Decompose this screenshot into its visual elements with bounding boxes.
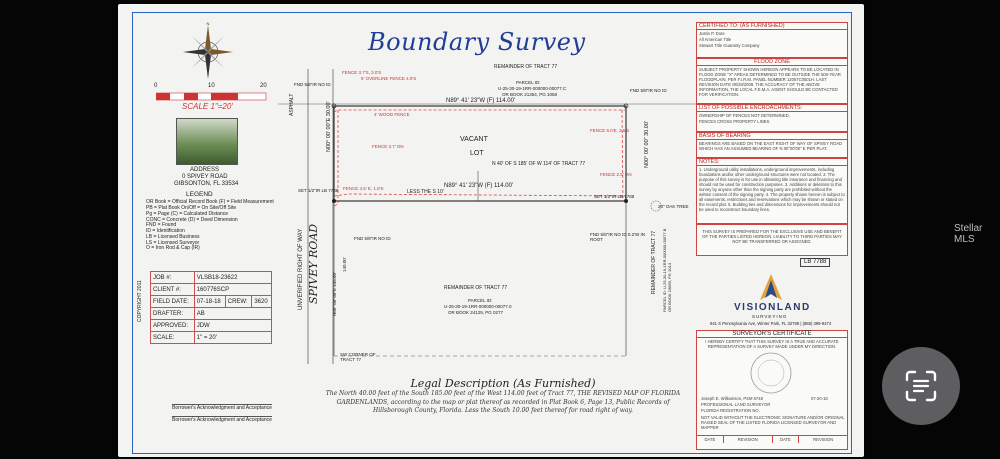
text-scan-button[interactable] xyxy=(882,347,960,425)
field-date-label: FIELD DATE: xyxy=(151,296,195,308)
approved-label: APPROVED: xyxy=(151,320,195,332)
parcel-top-id: U-25-30-19-1RR-000000-00077.C xyxy=(498,86,567,91)
legend-item: OR Book = Official Record Book (F) = Field Measurement xyxy=(146,199,274,206)
scale-label-cell: SCALE: xyxy=(151,332,195,344)
legend-heading: LEGEND xyxy=(186,191,213,198)
vacant-label: VACANT xyxy=(460,136,488,143)
rev-date-header: DATE xyxy=(697,436,724,443)
client-label: CLIENT #: xyxy=(151,284,195,296)
parcel-bottom-book: OR BOOK 24129, PG 0277 xyxy=(448,310,504,315)
rev-header: REVISION xyxy=(724,436,773,443)
less-label: LESS THE S 10' xyxy=(407,189,444,195)
job-info-table xyxy=(150,271,272,344)
surveyor-certificate-box xyxy=(696,330,848,450)
legend-item: PB = Plat Book On/Off = On Site/Off Site xyxy=(146,205,237,212)
fence-d: FENCE 4.5' E, 1.0'S xyxy=(343,186,384,191)
notes-heading: NOTES: xyxy=(697,159,847,166)
parcel-bottom-label: PARCEL ID: xyxy=(468,298,493,303)
job-value: VLSB18-23622 xyxy=(194,272,271,284)
south-bearing: N89° 41' 23"W (F) 114.00' xyxy=(444,183,514,189)
certified-to-box xyxy=(696,22,848,58)
company-name: VISIONLAND xyxy=(734,302,811,313)
document-title: Boundary Survey xyxy=(368,28,586,56)
row-label: UNVERIFIED RIGHT OF WAY xyxy=(298,228,304,310)
scale-bar xyxy=(154,83,268,118)
fence-top: 4' WOOD FENCE xyxy=(374,112,410,117)
certificate-date: 07-20-18 xyxy=(811,396,828,401)
rev-date-header: DATE xyxy=(773,436,800,443)
remainder-top: REMAINDER OF TRACT 77 xyxy=(494,64,558,70)
west-length-2: 140.00' xyxy=(342,257,347,272)
copyright: COPYRIGHT 2011 xyxy=(137,280,143,322)
certified-name: All American Title xyxy=(699,37,732,43)
scale-tick-20: 20 xyxy=(260,83,267,89)
exclusive-text: THIS SURVEY IS PREPARED FOR THE EXCLUSIVE USE AND BENEFIT OF THE PARTIES LISTED HEREON. LIABILITY TO THIRD PARTIES MAY NOT BE TRANSFERRED OR ASSIGNED. xyxy=(702,229,842,245)
bearing-text: BEARINGS ARE BASED ON THE EAST RIGHT OF WAY OF SPIVEY ROAD WHICH HAS AN ASSUMED BEARING OF N 00°00'00" E PER PLAT. xyxy=(699,141,843,152)
scale-tick-10: 10 xyxy=(208,83,215,89)
parcel-top-label: PARCEL ID: xyxy=(516,80,541,85)
legal-heading: Legal Description (As Furnished) xyxy=(410,377,596,390)
certificate-heading: SURVEYOR'S CERTIFICATE xyxy=(697,331,847,338)
encroachments-heading: LIST OF POSSIBLE ENCROACHMENTS: xyxy=(697,105,847,112)
rev-header: REVISION xyxy=(813,437,834,442)
basis-of-bearing-box xyxy=(696,132,848,158)
notes-text: 1. Underground utility installations, underground improvements, including foundations and/or other underground structures were not located. 2. The purpose of this survey is for use in obtaining title insurance and financing and should not be used for construction purposes. 3. Additions or deletions to this survey by anyone other than the signing party are prohibited without the written consent of the signing party. 4. The property shown hereon is subject to all easements, restrictions and reservations which may be shown or stated on the record plat. 5. Building ties and dimensions for improvements should not be used to reconstruct boundary lines. xyxy=(699,167,845,213)
legend-item: Pg = Page (C) = Calculated Distance xyxy=(146,210,228,217)
east-dim: N00° 00' 00" 30.00' xyxy=(644,121,650,168)
address-heading: ADDRESS xyxy=(190,167,220,173)
road-name: SPIVEY ROAD xyxy=(307,223,320,304)
legal-description xyxy=(318,377,688,416)
survey-document xyxy=(118,4,864,457)
address-line2: GIBSONTON, FL 33534 xyxy=(174,181,239,187)
fnd-sw2: FND 5/8"IR NO ID xyxy=(354,236,391,241)
fnd-ne: FND 5/8"IR NO ID xyxy=(630,88,667,93)
bearing-heading: BASIS OF BEARING xyxy=(697,133,847,140)
parcel-bottom-id: U-25-30-19-1RR-000000-00077.0 xyxy=(444,304,512,309)
address-line1: 0 SPIVEY ROAD xyxy=(182,174,228,180)
fnd-nw: FND 5/8"IR NO ID xyxy=(294,82,331,87)
company-address: 941 S Pennsylvania Ave, Winter Park, FL 32789 | (888) 399-9474 xyxy=(710,321,832,326)
certificate-text: I HEREBY CERTIFY THAT THIS SURVEY IS A TRUE AND ACCURATE REPRESENTATION OF A SURVEY MADE UNDER MY DIRECTION. xyxy=(705,339,839,350)
set-sw: SET 1/2"IR LB 7788 xyxy=(298,188,339,193)
ack-label-2: Borrower's Acknowledgment and Acceptance xyxy=(172,417,272,423)
fence-b: FENCE 5.0'E, 3.5'S xyxy=(590,128,630,133)
north-bearing: N89° 41' 23"W (F) 114.00' xyxy=(446,98,516,104)
client-value: 160776SCP xyxy=(194,284,271,296)
scale-tick-0: 0 xyxy=(154,83,158,89)
text-scan-icon xyxy=(903,368,939,404)
crew-value: 3620 xyxy=(252,296,272,308)
n-note: N 40' OF S 185' OF W 114' OF TRACT 77 xyxy=(492,161,586,167)
scale-label: SCALE 1"=20' xyxy=(182,102,233,111)
fnd-se2: FND 5/8"IR NO ID 0.2'W IN ROOT xyxy=(590,232,645,243)
revision-table xyxy=(697,435,847,443)
remainder-right: REMAINDER OF TRACT 77 xyxy=(651,230,657,294)
fence-c: FENCE 3.7' ON xyxy=(372,144,404,149)
set-se: SET 1/2"IR LB 7788 xyxy=(594,194,635,199)
certified-heading: CERTIFIED TO: (AS FURNISHED) xyxy=(697,23,847,30)
crew-label: CREW: xyxy=(225,296,252,308)
fence-a: FENCE 3.7'S, 3.0'S xyxy=(342,70,382,75)
surveyor-reg: FLORIDA REGISTRATION NO. xyxy=(701,408,760,413)
certified-name: Stewart Title Guaranty Company xyxy=(699,43,760,49)
fence-e: FENCE 2.5' ON xyxy=(600,172,632,177)
flood-zone-box xyxy=(696,58,848,104)
oak-tree-label: 20" OAK TREE xyxy=(658,204,689,209)
flood-text: SUBJECT PROPERTY SHOWN HEREON APPEARS TO BE LOCATED IN FLOOD ZONE "X" AREAS DETERMINED TO BE OUTSIDE THE 500-YEAR FLOODPLAIN, PER F.I.R.M. PANEL NUMBER 12057C0501H. LAST REVISION DATE 08/28/2008. THE ACCURACY OF THE ABOVE INFORMATION, THE LOCAL F.E.M.A. AGENT SHOULD BE CONTACTED FOR VERIFICATION. xyxy=(699,67,841,98)
not-valid-text: NOT VALID WITHOUT THE ELECTRONIC SIGNATURE AND/OR ORIGINAL RAISED SEAL OF THE LISTED FLORIDA LICENSED SURVEYOR AND MAPPER xyxy=(701,415,845,431)
overhead-fence: 6' OVERLINE FENCE 4.9'S xyxy=(361,76,417,81)
svg-text:N: N xyxy=(206,22,210,26)
drafter-value: AB xyxy=(194,308,271,320)
title-block xyxy=(696,22,846,448)
surveyor-title: PROFESSIONAL LAND SURVEYOR xyxy=(701,402,771,407)
company-sub: SURVEYING xyxy=(752,314,788,319)
lb-number: LB 7788 xyxy=(800,258,830,267)
boundary-plan xyxy=(278,64,698,374)
parcel-top-book: OR BOOK 21354, PG 1058 xyxy=(502,92,558,97)
encroachments-box xyxy=(696,104,848,132)
lot-label: LOT xyxy=(470,150,484,157)
field-date-value: 07-18-18 xyxy=(194,296,225,308)
surveyor-seal-icon xyxy=(749,351,793,395)
notes-box xyxy=(696,158,848,224)
drafter-label: DRAFTER: xyxy=(151,308,195,320)
legend-item: O = Iron Rod & Cap (IR) xyxy=(146,245,200,252)
legend-item: CONC = Concrete (D) = Deed Dimension xyxy=(146,216,238,223)
certified-name: Justin P. Dore xyxy=(699,31,725,36)
legend-item: LS = Licensed Surveyor xyxy=(146,239,200,246)
exclusive-use-box xyxy=(696,224,848,256)
visionland-logo-icon xyxy=(756,272,786,302)
approved-value: JDW xyxy=(194,320,271,332)
encroachment-item: FENCES CROSS PROPERTY LINES. xyxy=(699,119,771,125)
surveyor-name: Joseph E. Williamson, PSM 6748 xyxy=(701,396,763,401)
asphalt-label: ASPHALT xyxy=(289,93,295,116)
west-length: N00° 00' 00"E 145.00' xyxy=(332,272,337,316)
sw-corner: SW CORNER OF TRACT 77 xyxy=(340,352,376,363)
west-dim: N00° 00' 00"E 30.00' xyxy=(326,101,332,152)
encroachment-item: OWNERSHIP OF FENCES NOT DETERMINED. xyxy=(699,113,790,118)
compass-rose-icon xyxy=(180,22,236,82)
legend-item: LB = Licensed Business xyxy=(146,233,200,240)
property-photo xyxy=(176,118,238,165)
legend xyxy=(146,179,276,252)
remainder-bottom: REMAINDER OF TRACT 77 xyxy=(444,285,508,291)
flood-heading: FLOOD ZONE xyxy=(697,59,847,66)
scale-value: 1" = 20' xyxy=(194,332,271,344)
watermark: Stellar MLS xyxy=(954,223,983,245)
parcel-right: PARCEL ID: U-25-30-19-1RR-000000-00077.B OR BOOK 19859, PG 1014 xyxy=(662,228,672,312)
ack-label-1: Borrower's Acknowledgment and Acceptance xyxy=(172,405,272,411)
legal-body: The North 40.00 feet of the South 185.00 feet of the West 114.00 feet of Tract 77, THE REVISED MAP OF FLORIDA GARDENLANDS, according to the map or plat thereof as recorded in Plat Book 6, Page 13, Public Records of Hillsborough County, Florida. Less the South 10.00 feet thereof for road right of way. xyxy=(325,390,681,415)
legend-item: FND = Found xyxy=(146,222,177,229)
job-label: JOB #: xyxy=(151,272,195,284)
legend-item: ID = Identification xyxy=(146,228,185,235)
